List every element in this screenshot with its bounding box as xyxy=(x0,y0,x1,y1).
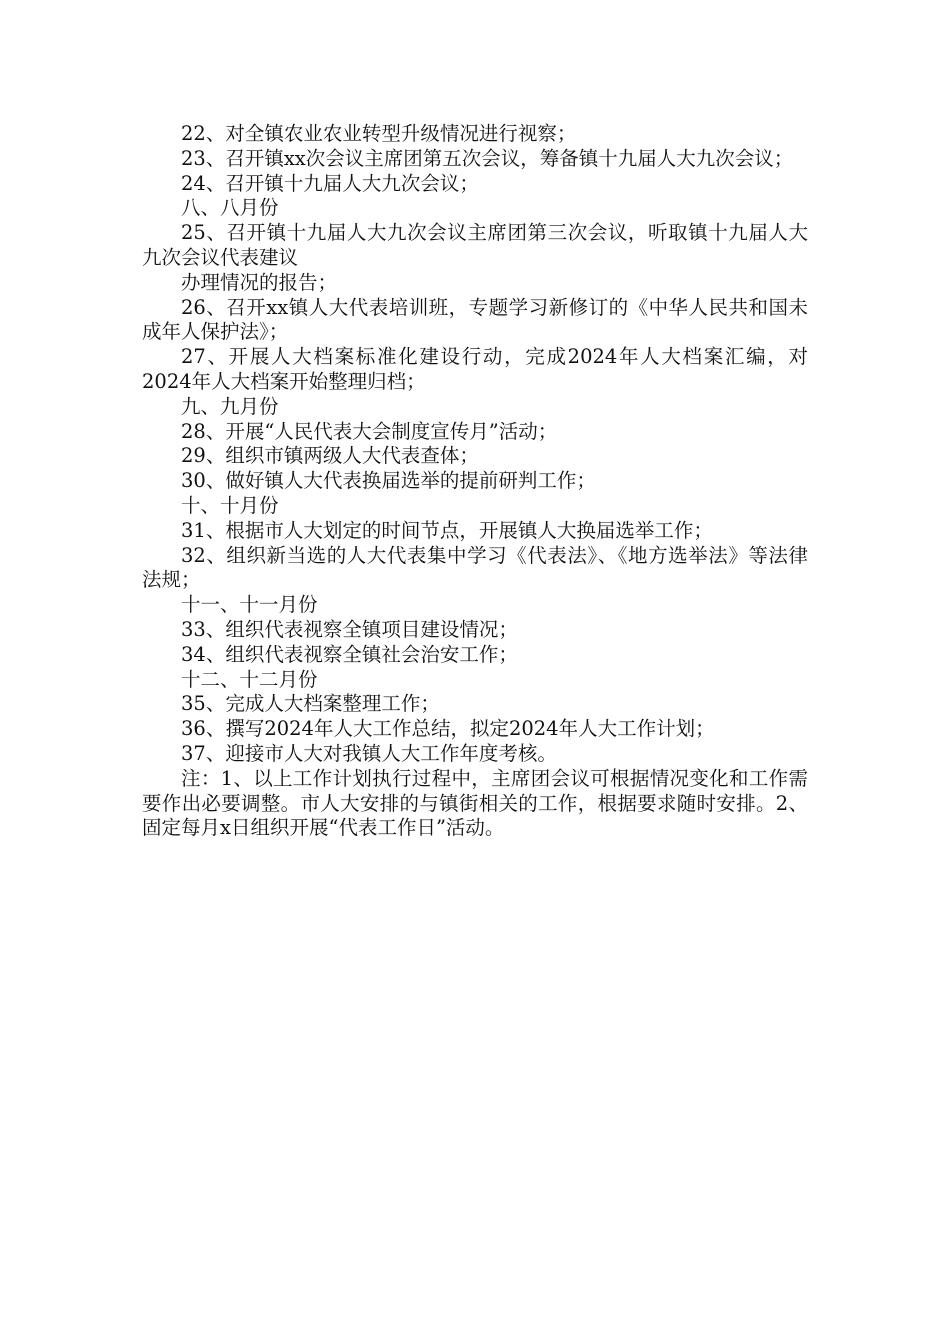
paragraph-item-37: 37、迎接市人大对我镇人大工作年度考核。 xyxy=(181,741,557,765)
paragraph-item-27: 27、开展人大档案标准化建设行动，完成2024年人大档案汇编，对2024年人大档案开始整理归档； xyxy=(142,345,808,393)
paragraph-item-34: 34、组织代表视察全镇社会治安工作； xyxy=(181,642,518,666)
section-heading-november: 十一、十一月份 xyxy=(181,593,318,617)
paragraph-item-29: 29、组织市镇两级人大代表查体； xyxy=(181,444,479,468)
paragraph-item-22: 22、对全镇农业农业转型升级情况进行视察； xyxy=(181,122,577,145)
paragraph-item-36: 36、撰写2024年人大工作总结，拟定2024年人大工作计划； xyxy=(181,717,715,741)
paragraph-item-33: 33、组织代表视察全镇项目建设情况； xyxy=(181,617,518,641)
paragraph-item-30: 30、做好镇人大代表换届选举的提前研判工作； xyxy=(181,469,596,493)
paragraph-item-32: 32、组织新当选的人大代表集中学习《代表法》、《地方选举法》等法律法规； xyxy=(142,543,808,592)
paragraph-item-31: 31、根据市人大划定的时间节点，开展镇人大换届选举工作； xyxy=(181,518,713,542)
paragraph-item-35: 35、完成人大档案整理工作； xyxy=(181,692,440,716)
paragraph-item-23: 23、召开镇xx次会议主席团第五次会议，筹备镇十九届人大九次会议； xyxy=(181,146,794,170)
section-heading-august: 八、八月份 xyxy=(181,196,279,220)
paragraph-item-26: 26、召开xx镇人大代表培训班，专题学习新修订的《中华人民共和国未成年人保护法》； xyxy=(142,295,808,344)
section-heading-december: 十二、十二月份 xyxy=(181,667,318,691)
paragraph-item-28: 28、开展“人民代表大会制度宣传月”活动； xyxy=(181,419,558,443)
section-heading-october: 十、十月份 xyxy=(181,493,279,517)
document-body xyxy=(142,122,808,841)
section-heading-september: 九、九月份 xyxy=(181,394,279,418)
paragraph-item-24: 24、召开镇十九届人大九次会议； xyxy=(181,171,479,195)
note-paragraph: 注：1、以上工作计划执行过程中，主席团会议可根据情况变化和工作需要作出必要调整。市人大安排的与镇街相关的工作，根据要求随时安排。2、固定每月x日组织开展“代表工作日”活动。 xyxy=(142,766,808,840)
paragraph-item-25-continued: 办理情况的报告； xyxy=(181,270,338,294)
paragraph-item-25: 25、召开镇十九届人大九次会议主席团第三次会议，听取镇十九届人大九次会议代表建议 xyxy=(142,221,808,269)
